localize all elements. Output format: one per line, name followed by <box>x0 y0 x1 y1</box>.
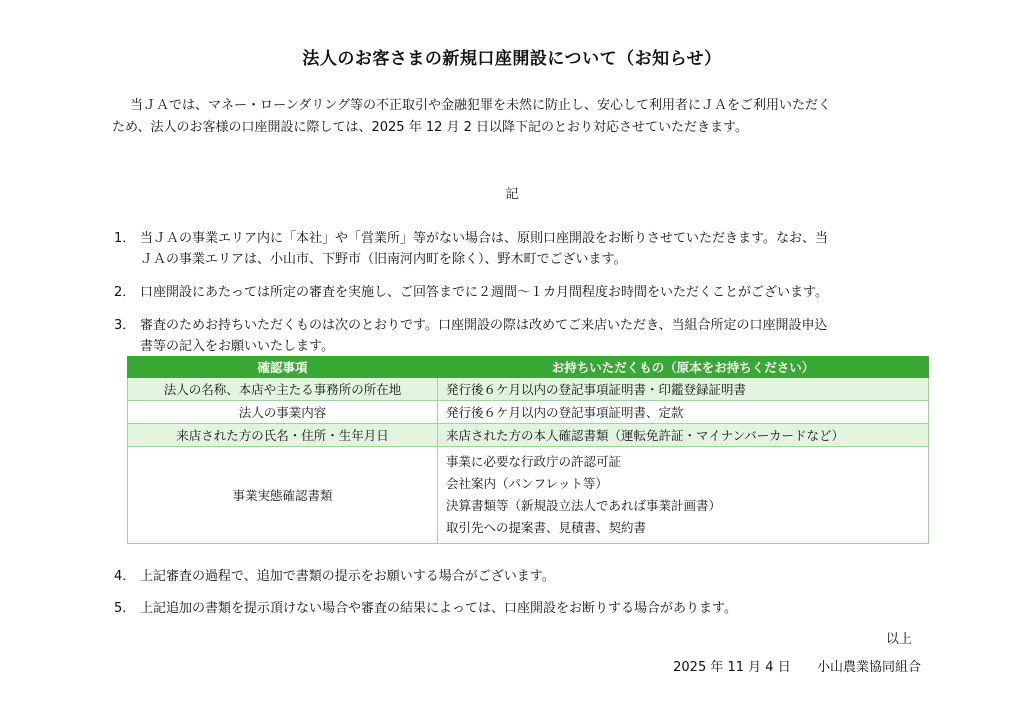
list-item-1 <box>114 228 920 270</box>
item-number: 4． <box>114 569 136 584</box>
table-cell-item: 来店された方の氏名・住所・生年月日 <box>128 424 438 447</box>
table-cell-item: 法人の名称、本店や主たる事務所の所在地 <box>128 378 438 401</box>
intro-line-1: 当ＪＡでは、マネー・ローンダリング等の不正取引や金融犯罪を未然に防止し、安心して利用者にＪＡをご利用いただく <box>130 98 831 113</box>
item-text: 書等の記入をお願いいたします。 <box>140 339 334 354</box>
list-item-5 <box>114 598 920 619</box>
table-header-row <box>128 357 929 378</box>
table-row <box>128 424 929 447</box>
table-cell-docs: 発行後６ケ月以内の登記事項証明書、定款 <box>438 401 929 424</box>
item-text: 口座開設にあたっては所定の審査を実施し、ご回答までに２週間～１カ月間程度お時間をいただくことがございます。 <box>140 285 828 300</box>
table-cell-docs <box>438 447 929 544</box>
item-text: 上記審査の過程で、追加で書類の提示をお願いする場合がございます。 <box>140 569 555 584</box>
table-row <box>128 378 929 401</box>
doc-line: 会社案内（パンフレット等） <box>446 476 608 491</box>
table-cell-docs: 来店された方の本人確認書類（運転免許証・マイナンバーカードなど） <box>438 424 929 447</box>
table-row <box>128 401 929 424</box>
closing-text: 以上 <box>885 632 912 647</box>
item-number: 2． <box>114 285 136 300</box>
item-text: 上記追加の書類を提示頂けない場合や審査の結果によっては、口座開設をお断りする場合があります。 <box>140 601 737 616</box>
item-number: 5． <box>114 601 136 616</box>
ki-heading: 記 <box>505 187 519 202</box>
doc-line: 事業に必要な行政庁の許認可証 <box>446 454 622 469</box>
item-number: 3． <box>114 318 136 333</box>
intro-paragraph <box>112 95 920 139</box>
footer-date: 2025 年 11 月 4 日 <box>673 660 791 675</box>
page-title: 法人のお客さまの新規口座開設について（お知らせ） <box>302 49 722 69</box>
footer-signature <box>673 656 921 675</box>
requirements-table <box>127 356 929 544</box>
item-text: 審査のためお持ちいただくものは次のとおりです。口座開設の際は改めてご来店いただき、当組合所定の口座開設申込 <box>140 318 828 333</box>
item-number: 1． <box>114 231 136 246</box>
item-text: ＪＡの事業エリアは、小山市、下野市（旧南河内町を除く）、野木町でございます。 <box>140 252 627 267</box>
intro-line-2: ため、法人のお客様の口座開設に際しては、2025 年 12 月 2 日以降下記のとおり対応させていただきます。 <box>112 120 748 135</box>
table-cell-item: 法人の事業内容 <box>128 401 438 424</box>
table-header-docs: お持ちいただくもの（原本をお持ちください） <box>438 357 929 378</box>
table-cell-item: 事業実態確認書類 <box>128 447 438 544</box>
list-item-2 <box>114 282 920 303</box>
table-cell-docs: 発行後６ケ月以内の登記事項証明書・印鑑登録証明書 <box>438 378 929 401</box>
table-header-item: 確認事項 <box>128 357 438 378</box>
item-text: 当ＪＡの事業エリア内に「本社」や「営業所」等がない場合は、原則口座開設をお断りさせていただきます。なお、当 <box>140 231 828 246</box>
doc-line: 決算書類等（新規設立法人であれば事業計画書） <box>446 498 722 513</box>
list-item-3 <box>114 315 920 357</box>
doc-line: 取引先への提案書、見積書、契約書 <box>446 520 647 535</box>
list-item-4 <box>114 566 920 587</box>
footer-org: 小山農業協同組合 <box>816 660 921 675</box>
table-row <box>128 447 929 544</box>
